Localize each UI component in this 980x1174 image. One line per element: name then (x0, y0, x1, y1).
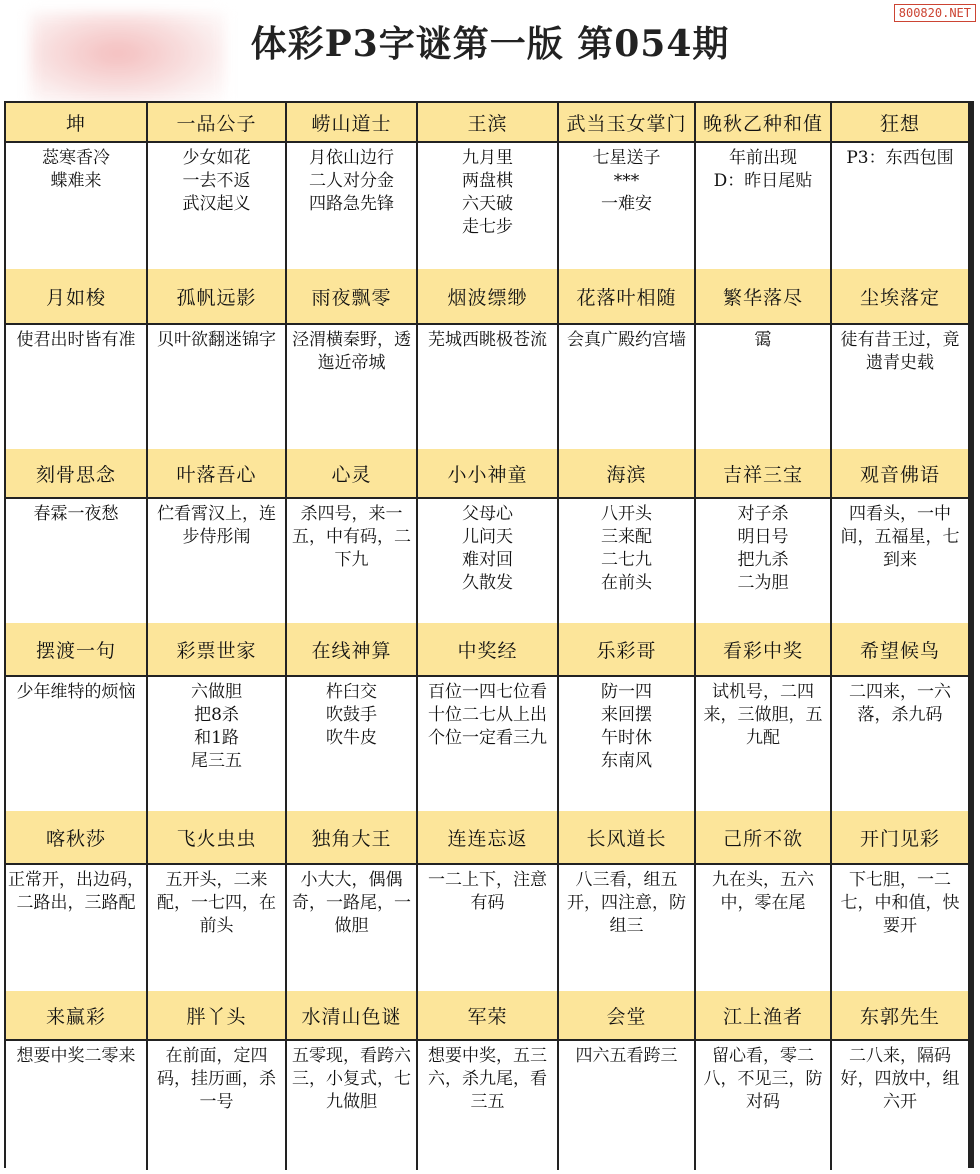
page-title: 体彩P3字谜第一版 第054期 (250, 23, 730, 65)
riddle-line: 四六五看跨三 (575, 1046, 678, 1066)
expert-name: 连连忘返 (418, 811, 559, 863)
riddle-text (832, 325, 968, 449)
expert-name: 长风道长 (559, 811, 696, 863)
expert-name: 胖丫头 (148, 991, 287, 1039)
riddle-text (148, 325, 287, 449)
riddle-line: 想要中奖二零来 (16, 1046, 136, 1066)
riddle-text (559, 865, 696, 991)
riddle-line: 个位一定看三九 (428, 728, 547, 748)
riddle-line: 少年维特的烦恼 (16, 682, 136, 702)
riddle-line: 对子杀 (737, 504, 789, 524)
riddle-text (418, 143, 559, 269)
riddle-line: 来回摆 (601, 705, 652, 725)
riddle-line: 两盘棋 (462, 171, 513, 191)
section-header-row (6, 623, 972, 675)
expert-name: 看彩中奖 (696, 623, 832, 675)
riddle-line: 百位一四七位看 (428, 682, 547, 702)
riddle-line: 七星送子 (592, 148, 661, 168)
riddle-text (696, 677, 832, 811)
riddle-line: 一去不返 (182, 171, 251, 191)
expert-name: 乐彩哥 (559, 623, 696, 675)
riddle-text (559, 499, 696, 623)
riddle-line: 徒有昔王过，竟遗青史载 (840, 330, 960, 373)
expert-name: 喀秋莎 (6, 811, 148, 863)
riddle-line: 六天破 (462, 194, 513, 214)
riddle-line: 把九杀 (737, 550, 789, 570)
riddle-line: 贝叶欲翻迷锦字 (157, 330, 276, 350)
expert-name: 飞火虫虫 (148, 811, 287, 863)
riddle-line: 尾三五 (191, 751, 242, 771)
riddle-text (696, 1041, 832, 1170)
expert-name: 心灵 (287, 449, 418, 497)
expert-name: 会堂 (559, 991, 696, 1039)
section-body-row (6, 1041, 972, 1170)
riddle-text (6, 499, 148, 623)
expert-name: 观音佛语 (832, 449, 968, 497)
riddle-line: 八开头 (601, 504, 652, 524)
riddle-line: 五开头，二来配，一七四，在前头 (157, 870, 276, 936)
riddle-line: 留心看，零二八，不见三，防对码 (703, 1046, 823, 1112)
expert-name: 一品公子 (148, 103, 287, 141)
riddle-line: 武汉起义 (182, 194, 251, 214)
riddle-line: 下七胆，一二七，中和值，快要开 (840, 870, 960, 936)
riddle-line: 想要中奖，五三六，杀九尾，看三五 (428, 1046, 547, 1112)
riddle-line: 在前面，定四码，挂历画，杀一号 (157, 1046, 276, 1112)
expert-name: 晚秋乙种和值 (696, 103, 832, 141)
riddle-line: *** (613, 171, 640, 191)
riddle-text (148, 865, 287, 991)
riddle-line: 九在头，五六中，零在尾 (712, 870, 814, 913)
expert-name: 花落叶相随 (559, 269, 696, 323)
expert-name: 小小神童 (418, 449, 559, 497)
expert-name: 水清山色谜 (287, 991, 418, 1039)
riddle-text (418, 499, 559, 623)
riddle-line: 十位二七从上出 (428, 705, 547, 725)
riddle-text (559, 143, 696, 269)
riddle-line: 吹牛皮 (326, 728, 377, 748)
riddle-text (6, 865, 148, 991)
expert-name: 月如梭 (6, 269, 148, 323)
riddle-text (6, 677, 148, 811)
expert-name: 崂山道士 (287, 103, 418, 141)
section-header-row (6, 269, 972, 323)
riddle-text (287, 677, 418, 811)
riddle-line: 春霖一夜愁 (33, 504, 119, 524)
riddle-text (696, 325, 832, 449)
riddle-line: 三来配 (601, 527, 652, 547)
expert-name: 独角大王 (287, 811, 418, 863)
riddle-text (696, 143, 832, 269)
riddle-line: 小大大，偶偶奇，一路尾，一做胆 (292, 870, 411, 936)
riddle-text (832, 865, 968, 991)
riddle-line: 久散发 (462, 573, 513, 593)
expert-name: 烟波缥缈 (418, 269, 559, 323)
section-header-row (6, 103, 972, 141)
riddle-line: 年前出现 (729, 148, 797, 168)
riddle-text (287, 143, 418, 269)
expert-name: 来赢彩 (6, 991, 148, 1039)
riddle-text (6, 325, 148, 449)
riddle-text (148, 499, 287, 623)
riddle-line: 明日号 (737, 527, 789, 547)
expert-name: 军荣 (418, 991, 559, 1039)
riddle-line: 父母心 (462, 504, 513, 524)
expert-name: 坤 (6, 103, 148, 141)
expert-name: 东郭先生 (832, 991, 968, 1039)
expert-name: 吉祥三宝 (696, 449, 832, 497)
riddle-text (418, 677, 559, 811)
riddle-text (832, 1041, 968, 1170)
riddle-line: 东南风 (601, 751, 652, 771)
expert-name: 雨夜飘零 (287, 269, 418, 323)
riddle-line: 五零现，看跨六三，小复式，七九做胆 (292, 1046, 411, 1112)
riddle-text (287, 325, 418, 449)
riddle-text (832, 143, 968, 269)
riddle-text (418, 1041, 559, 1170)
riddle-line: 四路急先锋 (309, 194, 394, 214)
riddle-text (696, 499, 832, 623)
riddle-line: 会真广殿约宫墙 (567, 330, 686, 350)
site-watermark: 800820.NET (894, 4, 976, 22)
riddle-line: D：昨日尾贴 (713, 171, 813, 191)
riddle-grid (4, 101, 974, 1168)
riddle-line: 一难安 (601, 194, 652, 214)
riddle-text (287, 1041, 418, 1170)
riddle-line: 一二上下，注意有码 (428, 870, 547, 913)
riddle-text (287, 499, 418, 623)
expert-name: 孤帆远影 (148, 269, 287, 323)
riddle-line: 二四来，一六落，杀九码 (849, 682, 951, 725)
riddle-line: 在前头 (601, 573, 652, 593)
expert-name: 狂想 (832, 103, 968, 141)
section-header-row (6, 991, 972, 1039)
riddle-line: 八三看，组五开，四注意，防组三 (567, 870, 686, 936)
riddle-line: 难对回 (462, 550, 513, 570)
riddle-line: 杀四号，来一五，中有码，二下九 (292, 504, 411, 570)
expert-name: 尘埃落定 (832, 269, 968, 323)
riddle-line: 杵臼交 (326, 682, 377, 702)
section-body-row (6, 499, 972, 623)
section-header-row (6, 449, 972, 497)
riddle-text (559, 677, 696, 811)
expert-name: 开门见彩 (832, 811, 968, 863)
riddle-text (418, 865, 559, 991)
riddle-text (832, 677, 968, 811)
riddle-line: 月依山边行 (309, 148, 394, 168)
riddle-line: 四看头，一中间，五福星，七到来 (840, 504, 960, 570)
riddle-line: 试机号，二四来，三做胆，五九配 (703, 682, 823, 748)
riddle-line: 蝶难来 (50, 171, 102, 191)
riddle-line: 走七步 (462, 217, 513, 237)
riddle-line: 九月里 (462, 148, 513, 168)
expert-name: 己所不欲 (696, 811, 832, 863)
riddle-line: 正常开，出边码，二路出，三路配 (8, 870, 144, 913)
riddle-line: P3：东西包围 (846, 148, 954, 168)
riddle-text (832, 499, 968, 623)
riddle-text (559, 325, 696, 449)
riddle-line: 和1路 (194, 728, 239, 748)
riddle-line: 把8杀 (194, 705, 239, 725)
expert-name: 叶落吾心 (148, 449, 287, 497)
section-body-row (6, 677, 972, 811)
expert-name: 在线神算 (287, 623, 418, 675)
riddle-line: 二人对分金 (309, 171, 394, 191)
riddle-line: 二七九 (601, 550, 652, 570)
riddle-line: 二为胆 (737, 573, 789, 593)
riddle-line: 午时休 (601, 728, 652, 748)
expert-name: 武当玉女掌门 (559, 103, 696, 141)
riddle-text (287, 865, 418, 991)
riddle-text (148, 143, 287, 269)
riddle-line: 蕊寒香冷 (42, 148, 110, 168)
riddle-line: 芜城西眺极苍流 (428, 330, 547, 350)
riddle-line: 泾渭横秦野，透迤近帝城 (292, 330, 411, 373)
riddle-line: 吹鼓手 (326, 705, 377, 725)
section-body-row (6, 325, 972, 449)
expert-name: 王滨 (418, 103, 559, 141)
riddle-text (148, 1041, 287, 1170)
riddle-line: 儿问天 (462, 527, 513, 547)
riddle-line: 二八来，隔码好，四放中，组六开 (840, 1046, 960, 1112)
riddle-line: 少女如花 (182, 148, 251, 168)
expert-name: 繁华落尽 (696, 269, 832, 323)
section-body-row (6, 865, 972, 991)
expert-name: 中奖经 (418, 623, 559, 675)
riddle-line: 防一四 (601, 682, 652, 702)
expert-name: 彩票世家 (148, 623, 287, 675)
riddle-text (6, 1041, 148, 1170)
riddle-line: 使君出时皆有准 (16, 330, 136, 350)
riddle-line: 六做胆 (191, 682, 242, 702)
riddle-text (418, 325, 559, 449)
riddle-text (148, 677, 287, 811)
section-body-row (6, 143, 972, 269)
expert-name: 江上渔者 (696, 991, 832, 1039)
riddle-line: 霭 (754, 330, 772, 350)
riddle-text (696, 865, 832, 991)
expert-name: 刻骨思念 (6, 449, 148, 497)
section-header-row (6, 811, 972, 863)
expert-name: 希望候鸟 (832, 623, 968, 675)
riddle-text (6, 143, 148, 269)
riddle-text (559, 1041, 696, 1170)
expert-name: 摆渡一句 (6, 623, 148, 675)
expert-name: 海滨 (559, 449, 696, 497)
riddle-line: 伫看霄汉上，连步侍彤闱 (157, 504, 276, 547)
